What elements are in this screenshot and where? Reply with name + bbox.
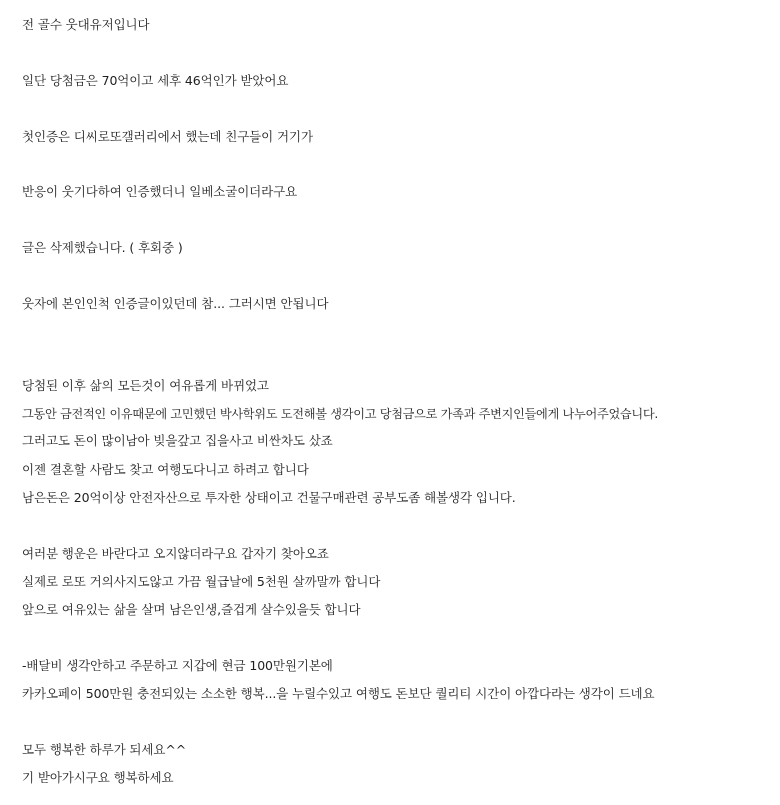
post-line: 그러고도 돈이 많이남아 빚을갚고 집을사고 비싼차도 샀죠 [22, 433, 333, 448]
post-line: 모두 행복한 하루가 되세요^^ [22, 742, 187, 757]
post-line: 일단 당첨금은 70억이고 세후 46억인가 받았어요 [22, 73, 289, 88]
post-line: 이젠 결혼할 사람도 찾고 여행도다니고 하려고 합니다 [22, 462, 309, 477]
post-line: 그동안 금전적인 이유때문에 고민했던 박사학위도 도전해볼 생각이고 당첨금으로 가족과 주변지인들에게 나누어주었습니다. [22, 407, 658, 421]
post-line: 앞으로 여유있는 삶을 살며 남은인생,즐겁게 살수있을듯 합니다 [22, 602, 361, 617]
post-line: 카카오페이 500만원 충전되있는 소소한 행복...을 누릴수있고 여행도 돈보단 퀄리티 시간이 아깝다라는 생각이 드네요 [22, 686, 655, 701]
post-line: 실제로 로또 거의사지도않고 가끔 월급날에 5천원 살까말까 합니다 [22, 574, 381, 589]
post-line: 첫인증은 디씨로또갤러리에서 했는데 친구들이 거기가 [22, 129, 313, 144]
post-line: 글은 삭제했습니다. ( 후회중 ) [22, 240, 183, 255]
post-line: 남은돈은 20억이상 안전자산으로 투자한 상태이고 건물구매관련 공부도좀 해볼생각 입니다. [22, 490, 516, 505]
post-line: -배달비 생각안하고 주문하고 지갑에 현금 100만원기본에 [22, 658, 333, 673]
post-line: 반응이 웃기다하여 인증했더니 일베소굴이더라구요 [22, 184, 298, 199]
post-line: 기 받아가시구요 행복하세요 [22, 770, 174, 785]
post-line: 여러분 행운은 바란다고 오지않더라구요 갑자기 찾아오죠 [22, 546, 329, 561]
post-line: 전 골수 웃대유저입니다 [22, 17, 150, 32]
post-line: 당첨된 이후 삶의 모든것이 여유롭게 바뀌었고 [22, 378, 269, 393]
post-line: 웃자에 본인인척 인증글이있던데 참... 그러시면 안됩니다 [22, 296, 329, 311]
